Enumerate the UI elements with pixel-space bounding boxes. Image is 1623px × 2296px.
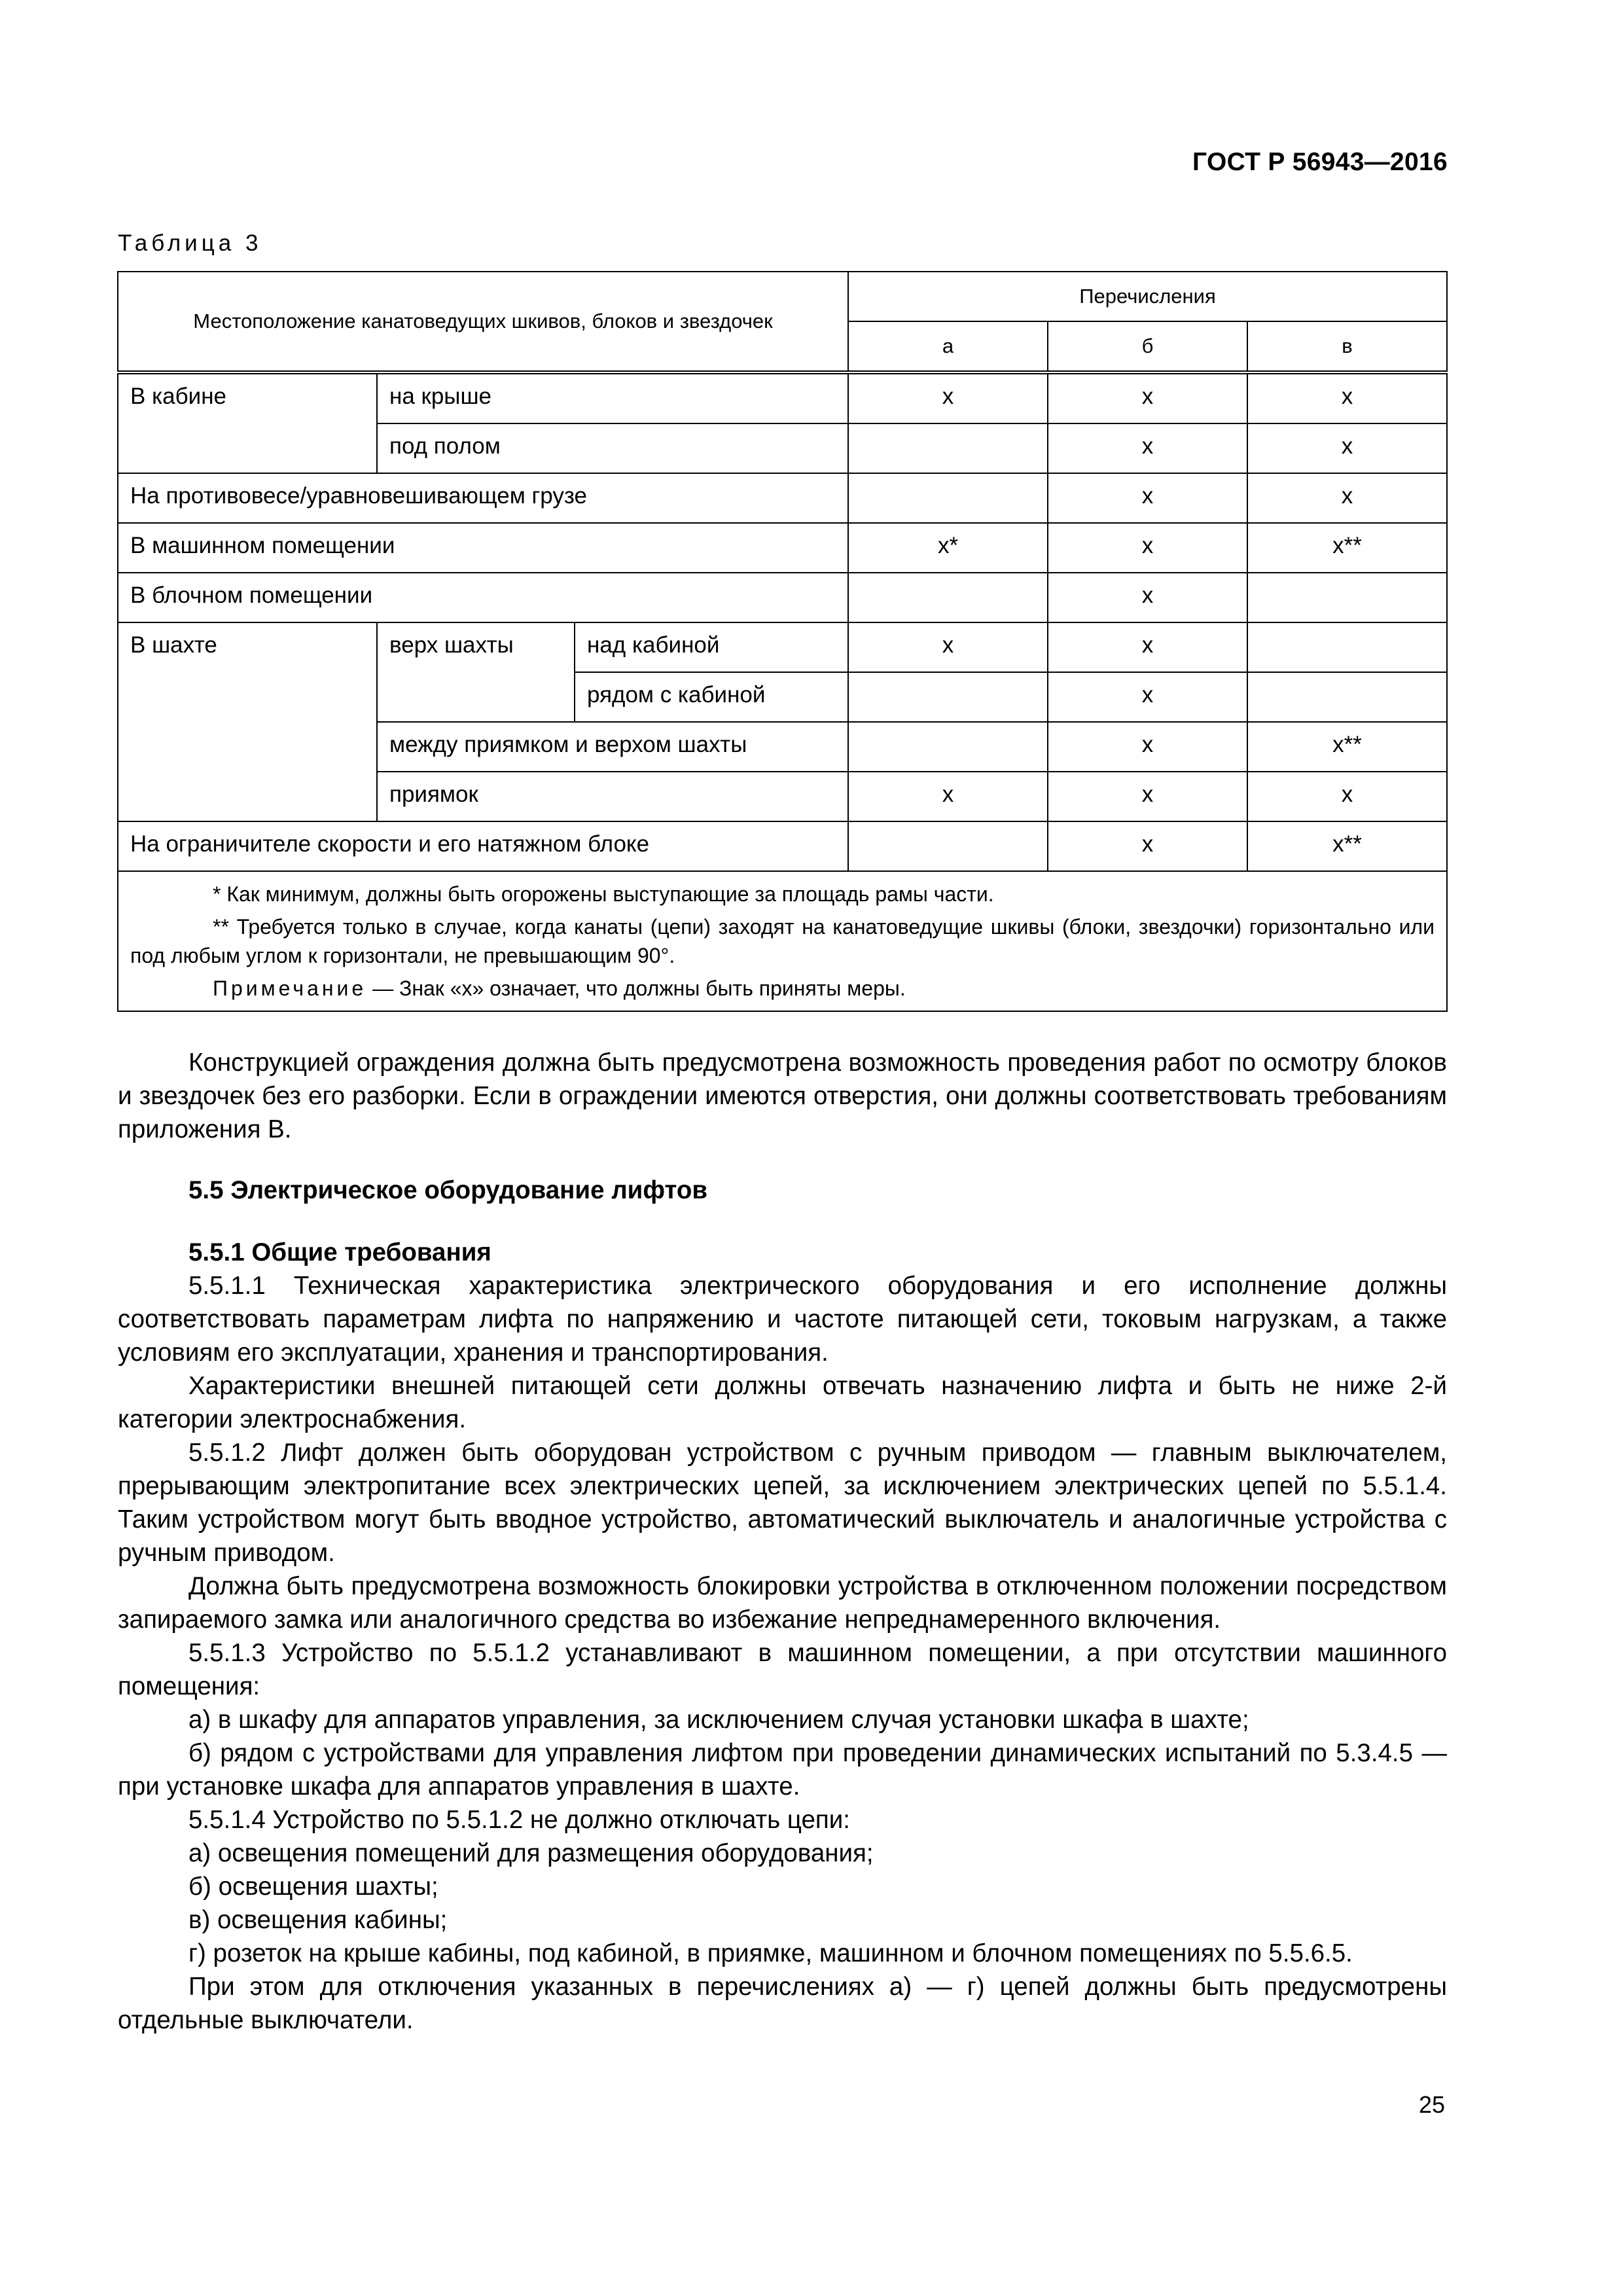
paragraph: Характеристики внешней питающей сети должны отвечать назначению лифта и быть не ниже 2-й категории электроснабжения. [118,1372,1447,1433]
header-col-v: в [1247,321,1447,372]
list-item: а) в шкафу для аппаратов управления, за исключением случая установки шкафа в шахте; [188,1706,1249,1734]
mark-cell: x [1247,423,1447,473]
table-note [130,974,1435,1003]
requirements-table [117,271,1448,1012]
header-col-a: а [848,321,1048,372]
mark-cell: x [848,772,1048,821]
mark-cell: x** [1247,821,1447,871]
table-notes-row [118,871,1447,1011]
footnote-2: ** Требуется только в случае, когда канаты (цепи) заходят на канатоведущие шкивы (блоки, звездочки) горизонтально или под любым углом к горизонтали, не превышающим 90°. [130,915,1435,967]
mark-cell: x [1048,722,1247,772]
mark-cell: x [1247,473,1447,523]
mark-cell-empty [848,821,1048,871]
mark-cell-empty [848,672,1048,722]
table-row [118,473,1447,523]
mark-cell: x [1048,772,1247,821]
mark-cell: x [848,372,1048,423]
mark-cell: x [1048,423,1247,473]
cell-cabin: В кабине [118,372,377,473]
cell-speed-limiter: На ограничителе скорости и его натяжном блоке [118,821,848,871]
mark-cell: x** [1247,722,1447,772]
section-heading: 5.5 Электрическое оборудование лифтов [188,1176,708,1204]
paragraph: 5.5.1.3 Устройство по 5.5.1.2 устанавливают в машинном помещении, а при отсутствии машинного помещения: [118,1639,1447,1700]
mark-cell: x [1048,573,1247,622]
mark-cell-empty [848,473,1048,523]
table-caption: Таблица 3 [118,230,262,256]
mark-cell: x* [848,523,1048,573]
list-item: в) освещения кабины; [188,1906,448,1934]
mark-cell: x [1048,473,1247,523]
paragraph: Должна быть предусмотрена возможность блокировки устройства в отключенном положении посредством запираемого замка или аналогичного средства во избежание непреднамеренного включения. [118,1572,1447,1634]
mark-cell: x [848,622,1048,672]
mark-cell: x** [1247,523,1447,573]
body-text [118,1046,1447,2037]
mark-cell: x [1048,821,1247,871]
cell-under-floor: под полом [377,423,848,473]
table-row [118,573,1447,622]
table-header-row [118,272,1447,321]
mark-cell: x [1048,372,1247,423]
table-row [118,372,1447,423]
list-item: а) освещения помещений для размещения оборудования; [188,1839,874,1867]
paragraph: Конструкцией ограждения должна быть предусмотрена возможность проведения работ по осмотру блоков и звездочек без его разборки. Если в ограждении имеются отверстия, они должны соответствовать требованиям приложения В. [118,1049,1447,1143]
mark-cell: x [1247,772,1447,821]
mark-cell-empty [1247,672,1447,722]
table-row [118,821,1447,871]
mark-cell-empty [848,423,1048,473]
cell-block-room: В блочном помещении [118,573,848,622]
list-item: г) розеток на крыше кабины, под кабиной, в приямке, машинном и блочном помещениях по 5.5.6.5. [188,1939,1353,1967]
header-col-b: б [1048,321,1247,372]
note-text: — Знак «х» означает, что должны быть приняты меры. [366,977,906,1000]
cell-counterweight: На противовесе/уравновешивающем грузе [118,473,848,523]
footnote-1: * Как минимум, должны быть огорожены выступающие за площадь рамы части. [213,882,994,906]
note-label: Примечание [213,977,367,1000]
page-number: 25 [1418,2091,1445,2118]
document-code: ГОСТ Р 56943—2016 [1192,148,1448,176]
mark-cell: x [1048,622,1247,672]
cell-above-cabin: над кабиной [575,622,848,672]
header-enumerations: Перечисления [848,272,1447,321]
cell-beside-cabin: рядом с кабиной [575,672,848,722]
cell-shaft: В шахте [118,622,377,821]
paragraph: При этом для отключения указанных в перечислениях а) — г) цепей должны быть предусмотрены отдельные выключатели. [118,1973,1447,2034]
list-item: б) рядом с устройствами для управления лифтом при проведении динамических испытаний по 5.3.4.5 — при установке шкафа для аппаратов управления в шахте. [118,1739,1447,1801]
mark-cell: x [1048,523,1247,573]
header-location: Местоположение канатоведущих шкивов, блоков и звездочек [118,272,848,372]
table-row [118,523,1447,573]
mark-cell-empty [1247,573,1447,622]
paragraph: 5.5.1.4 Устройство по 5.5.1.2 не должно отключать цепи: [188,1806,850,1834]
mark-cell: x [1048,672,1247,722]
subsection-heading: 5.5.1 Общие требования [188,1238,491,1266]
cell-pit: приямок [377,772,848,821]
cell-between-pit-top: между приямком и верхом шахты [377,722,848,772]
paragraph: 5.5.1.1 Техническая характеристика электрического оборудования и его исполнение должны соответствовать параметрам лифта по напряжению и частоте питающей сети, токовым нагрузкам, а также условиям его эксплуатации, хранения и транспортирования. [118,1272,1447,1367]
cell-shaft-top: верх шахты [377,622,575,722]
cell-machine-room: В машинном помещении [118,523,848,573]
mark-cell: x [1247,372,1447,423]
table-row [118,622,1447,672]
mark-cell-empty [1247,622,1447,672]
cell-roof: на крыше [377,372,848,423]
list-item: б) освещения шахты; [188,1873,438,1901]
mark-cell-empty [848,722,1048,772]
paragraph: 5.5.1.2 Лифт должен быть оборудован устройством с ручным приводом — главным выключателем, прерывающим электропитание всех электрических цепей, за исключением электрических цепей по 5.5.1.4. Таким устройством могут быть вводное устройство, автоматический выключатель и аналогичные устройства с ручным приводом. [118,1439,1447,1567]
table-notes [118,871,1447,1011]
mark-cell-empty [848,573,1048,622]
